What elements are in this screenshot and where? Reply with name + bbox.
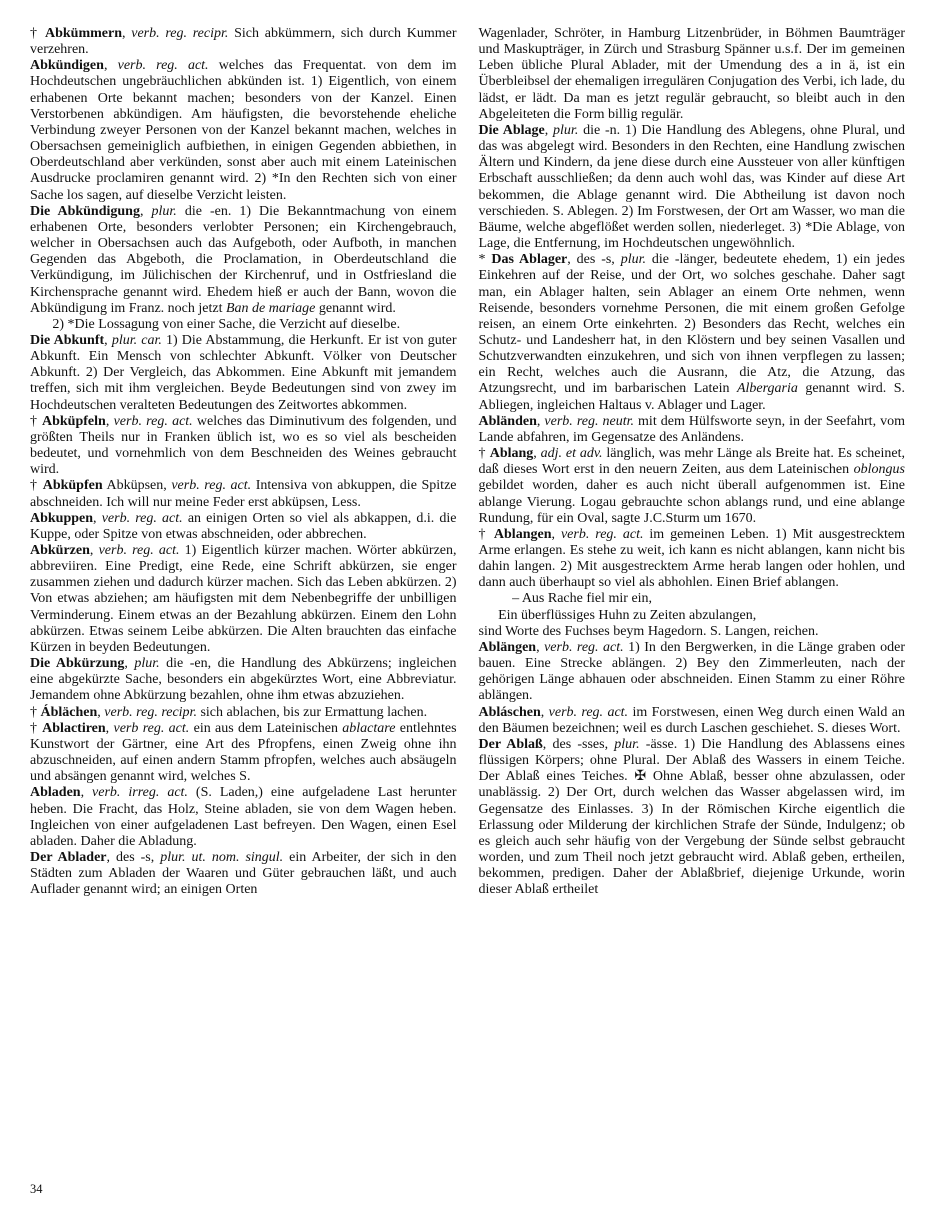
body-text: 2) *Die Lossagung von einer Sache, die Verzicht auf dieselbe.: [52, 316, 401, 332]
headword: Abkuppen: [30, 510, 94, 526]
body-text: 1) In den Bergwerken, in die Länge graben oder bauen. Eine Strecke ablängen. 2) Bey den Zimmerleuten, nach der gehörigen Länge abhauen oder abschneiden. Einen Stamm zu einer Röhre ablängen.: [478, 639, 906, 704]
headword: Ablang: [489, 446, 534, 462]
dictionary-entry: [479, 414, 906, 446]
dictionary-entry: [479, 737, 906, 899]
body-text: 1) Eigentlich kürzer machen. Wörter abkürzen, abbreviiren. Eine Predigt, eine Rede, eine Schrift abkürzen, sie enger zusammen ziehen und dadurch kürzer machen. Sich das Leben abkürzen. 2) Von etwas abziehen; am häufigsten mit dem Nebenbegriffe der unbilligen Verminderung. Einem etwas an der Bezahlung abkürzen. Einem den Lohn abkürzen. Etwas seinem Leibe abkürzen. Die Alten brauchten das einfache Kürzen in beyden Bedeutungen.: [30, 543, 457, 655]
body-text: , des -sses,: [542, 736, 615, 752]
body-text: †: [478, 446, 490, 462]
headword: Abkündigen: [30, 58, 104, 74]
body-text: †: [30, 478, 43, 494]
grammar-label: plur.: [614, 736, 640, 752]
body-text: ,: [105, 720, 114, 736]
body-text: Sich abkümmern, sich durch Kummer verzehren.: [30, 26, 457, 58]
body-text: , des -s,: [106, 849, 161, 865]
dictionary-entry: [479, 527, 906, 592]
body-text: die -n. 1) Die Handlung des Ablegens, ohne Plural, und das was abgelegt wird. Besonders in den Rechten, eine Handlung zwischen Ältern und Kindern, da jene diese durch eine Aussteuer von aller künftigen Erbschaft ausschließen; da denn auch wohl das, was Kinder auf diese Art bekommen, die Ablage genannt wird. Die Abtheilung ist davon noch verschieden. S. Ablegen. 2) Im Forstwesen, der Ort am Wasser, wo man die Bäume, welche abgeflößet werden sollen, niederleget. 3) *Die Ablage, von Lage, die Entfernung, im Hochdeutschen ungewöhnlich.: [478, 122, 905, 252]
grammar-label: verb. irreg. act.: [92, 785, 188, 801]
body-text: ein aus dem Lateinischen: [189, 720, 343, 736]
dictionary-entry: [30, 511, 457, 543]
body-text: Wagenlader, Schröter, in Hamburg Litzenbrüder, in Böhmen Baumträger und Maskupträger, in Zürch und Strasburg Spänner u.s.f. Der im gemeinen Leben übliche Plural Ablader, mit der Umendung des a in ä, ist ein Überbleibsel der ehemaligen irregulären Conjugation des Verbi, ich lade, du lädst, er lädt. Da man es jetzt regulär gebraucht, so bleibt auch in den Abgeleiteten die Form billig regulär.: [478, 26, 905, 122]
body-text: sind Worte des Fuchses beym Hagedorn. S. Langen, reichen.: [478, 623, 819, 639]
body-text: die -en, die Handlung des Abkürzens; ingleichen eine abgekürzte Sache, besonders ein abgekürztes Wort, eine Abbreviatur. Jemandem ohne Abkürzung bezahlen, ohne ihm etwas abzuziehen.: [30, 656, 457, 704]
body-text: die -länger, bedeutete ehedem, 1) ein jedes Einkehren auf der Reise, und der Ort, wo solches geschahe. Daher sagt man, ein Ablager halten, sein Ablager an einem Orte nehmen, wenn Reisende, besonders vornehme Personen, die mit einem großen Gefolge reisen, an einem Orte einkehrten. 2) Besonders das Recht, welches ein Schutz- und Landesherr hat, in den Klöstern und bey seinen Vasallen und Schutzverwandten einzukehren, und sich von ihnen verpflegen zu lassen; ein Recht, welches auch die Ausrann, die Atz, die Atzung, das Atzungsrecht, und im barbarischen Latein: [478, 252, 906, 397]
grammar-label: verb. reg. act.: [560, 526, 644, 542]
grammar-label: verb. reg. act.: [117, 58, 209, 74]
page-number: 34: [30, 1182, 43, 1196]
dictionary-entry: [30, 705, 457, 721]
body-text: die -en. 1) Die Bekanntmachung von einem erhabenen Orte, besonders verlobter Personen; ein Kirchengebrauch, welcher in Obersachsen auch das Aufgeboth, oder Aufboth, in manchen Gegenden das Abgeboth, die Proclamation, in Oberdeutschland die Verkündigung, im Jülichischen der Kirchenruf, und in Ostfriesland die Kirchensprache genannt wird. Ehedem hieß er auch der Bann, wovon die Abkündigung im Franz. noch jetzt: [30, 203, 457, 316]
body-text: Abküpsen,: [102, 478, 172, 494]
body-text: ein Arbeiter, der sich in den Städten zum Abladen der Waaren und Güter gebrauchen läßt, und auch Auflader genannt wird; an einigen Orten: [30, 849, 457, 898]
dictionary-entry: [30, 26, 457, 58]
body-text: welches das Diminutivum des folgenden, und größten Theils nur in Franken üblich ist, wo es so viel als bescheiden bedeutet, und vornehmlich von dem Beschneiden des Weines gebraucht wird.: [30, 413, 457, 478]
body-text: ,: [544, 122, 554, 138]
body-text: ,: [122, 26, 132, 41]
body-text: – Aus Rache fiel mir ein,: [512, 591, 653, 607]
body-text: ,: [533, 446, 541, 462]
dictionary-entry: [30, 478, 457, 510]
grammar-label: Albergaria: [736, 381, 798, 397]
headword: Abláschen: [478, 704, 541, 720]
dictionary-entry: [30, 333, 457, 414]
grammar-label: plur.: [134, 656, 160, 672]
headword: Ablactiren: [42, 720, 106, 736]
dictionary-entry: [479, 705, 906, 737]
body-text: ,: [139, 203, 152, 219]
body-text: ,: [536, 413, 545, 429]
paragraph: [498, 608, 905, 624]
dictionary-entry: [30, 58, 457, 203]
body-text: (S. Laden,) eine aufgeladene Last herunter heben. Die Fracht, das Holz, Steine abladen, sie von dem Wagen heben. Ingleichen von einer aufgeladenen Last befreyen. Den Wagen, einen Esel abladen. Daher die Abladung.: [30, 785, 457, 849]
body-text: an einigen Orten so viel als abkappen, d.i. die Kuppe, oder Spitze von etwas abschneiden, oder abbrechen.: [30, 510, 457, 542]
dictionary-entry: [479, 26, 906, 123]
headword: Die Ablage: [478, 122, 545, 138]
dictionary-entry: [30, 850, 457, 898]
dictionary-entry: [479, 446, 906, 527]
paragraph: [512, 591, 905, 607]
body-text: mit dem Hülfsworte seyn, in der Seefahrt, vom Lande abfahren, im Gegensatze des Anländens.: [478, 413, 906, 445]
body-text: ,: [104, 332, 112, 348]
grammar-label: verb. reg. act.: [548, 704, 629, 720]
body-text: ,: [97, 704, 105, 720]
dictionary-entry: [30, 414, 457, 479]
body-text: *: [478, 252, 492, 268]
headword: Abküpfeln: [42, 413, 106, 429]
body-text: ,: [103, 58, 118, 74]
dictionary-entry: [30, 721, 457, 786]
grammar-label: verb. reg. act.: [171, 478, 252, 494]
dictionary-entry: [479, 624, 906, 640]
headword: Ablängen: [478, 639, 537, 655]
grammar-label: Ban de mariage: [225, 300, 316, 316]
body-text: 1) Die Abstammung, die Herkunft. Er ist von guter Abkunft. Ein Mensch von schlechter Abkunft. Völker von Deutscher Abkunft. 2) Der Vergleich, das Abkommen. Eine Abkunft mit jemandem treffen, sich mit ihm vergleichen. Beyde Bedeutungen sind von zwey im Hochdeutschen veralteten Bedeutungen des Zeitwortes abkommen.: [30, 332, 457, 413]
headword: Das Ablager: [491, 252, 568, 268]
grammar-label: verb. reg. act.: [544, 639, 624, 655]
headword: Abkürzen: [30, 543, 90, 558]
dictionary-entry: [30, 785, 457, 850]
grammar-label: adj. et adv.: [540, 446, 603, 462]
grammar-label: verb. reg. act.: [98, 543, 180, 558]
body-text: im Forstwesen, einen Weg durch einen Wald an den Bäumen bezeichnen; weil es durch Laschen geschiehet. S. dieses Wort.: [478, 704, 906, 736]
body-text: ,: [80, 785, 93, 801]
paragraph: [30, 317, 457, 333]
dictionary-entry: [30, 543, 457, 656]
body-text: -ässe. 1) Die Handlung des Ablassens eines flüssigen Körpers; ohne Plural. Der Ablaß des Wassers in einem Teiche. Der Ablaß eines Teiches. ✠ Ohne Ablaß, besser ohne abzulassen, oder unablässig. 2) Der Ort, durch welchen das Wasser abgelassen wird, im Gegensatze des Einlasses. 3) In der Römischen Kirche eigentlich die Erlassung oder Milderung der kirchlichen Strafe der Sünde, Indulgenz; ob es gleich auch sehr häufig von der Vergebung der Sünde selbst gebraucht worden, und zum Theil noch jetzt gebraucht wird. Ablaß geben, ertheilen, bekommen, predigen. Daher der Ablaßbrief, diejenige Urkunde, worin dieser Ablaß ertheilet: [478, 736, 905, 898]
headword: Die Abkürzung: [30, 656, 125, 672]
grammar-label: plur.: [151, 203, 177, 219]
body-text: ,: [93, 510, 102, 526]
grammar-label: verb reg. act.: [113, 720, 190, 736]
grammar-label: verb. reg. neutr.: [544, 413, 634, 429]
body-text: †: [30, 413, 42, 429]
grammar-label: verb. reg. act.: [113, 413, 193, 429]
grammar-label: plur.: [553, 122, 579, 138]
body-text: †: [478, 526, 494, 542]
grammar-label: ablactare: [342, 720, 396, 736]
body-text: entlehntes Kunstwort der Gärtner, eine Art des Pfropfens, einen Zweig ohne ihn abzuschneiden, auf einen andern Stamm pfropfen, welches auch absäugeln und absängen genannt wird, welches S.: [30, 720, 457, 785]
dictionary-entry: [479, 252, 906, 414]
grammar-label: plur. ut. nom. singul.: [160, 849, 284, 865]
headword: Abkümmern: [44, 26, 122, 41]
body-text: ,: [89, 543, 99, 558]
body-text: genannt wird.: [315, 300, 396, 316]
dictionary-entry: [479, 640, 906, 705]
body-text: ,: [551, 526, 561, 542]
left-column: [30, 26, 457, 898]
dictionary-entry: [30, 204, 457, 317]
grammar-label: oblongus: [853, 462, 905, 478]
grammar-label: plur.: [620, 252, 646, 268]
body-text: genannt wird. S. Abliegen, ingleichen Haltaus v. Ablager und Lager.: [478, 381, 905, 413]
grammar-label: verb. reg. recipr.: [104, 704, 197, 720]
headword: Abladen: [30, 785, 81, 801]
body-text: länglich, was mehr Länge als Breite hat. Es scheinet, daß dieses Wort erst in den neuern Zeiten, aus dem Lateinischen: [478, 446, 906, 478]
body-text: Ein überflüssiges Huhn zu Zeiten abzulangen,: [498, 607, 757, 623]
body-text: †: [30, 26, 45, 41]
body-text: im gemeinen Leben. 1) Mit ausgestrecktem Arme erlangen. Es stehe zu weit, ich kann es nicht ablangen, kann nicht bis dahin langen. 2) Mit ausgestrecktem Arme herab langen oder hohlen, und dann auch überhaupt so viel als abhohlen. Einen Brief ablangen.: [478, 526, 906, 591]
headword: Der Ablaß: [478, 736, 543, 752]
grammar-label: verb. reg. recipr.: [131, 26, 229, 41]
headword: Die Abkunft: [30, 332, 105, 348]
body-text: ,: [124, 656, 135, 672]
headword: Die Abkündigung: [30, 203, 140, 219]
body-text: Intensiva von abkuppen, die Spitze abschneiden. Ich will nur meine Feder erst abküpsen, Less.: [30, 478, 457, 510]
right-column: [479, 26, 906, 898]
headword: Abländen: [478, 413, 537, 429]
body-text: welches das Frequentat. von dem im Hochdeutschen ungebräuchlichen abkünden ist. 1) Eigentlich, von einem erhabenen Orte bekannt machen; besonders von der Kanzel. Einen Verstorbenen abkündigen. Am häufigsten, die bevorstehende eheliche Verbindung zweyer Personen von der Kanzel bekannt machen, welches in Obersachsen gemeiniglich aufbiethen, in einigen Gegenden abbiethen, in Oberdeutschland aber verkünden, sonst aber auch mit einem Lateinischen Ausdrucke proclamiren genannt wird. 2) *In den Rechten sich von einer Sache los sagen, auf dieselbe Verzicht leisten.: [30, 58, 457, 203]
dictionary-entry: [30, 656, 457, 704]
body-text: gebildet worden, daher es auch nicht überall aufgenommen ist. Eine ablange Vierung. Logau gebrauchte schon ablangs rund, und eine ablange Rundung, für ein Oval, sagte J.C.Sturm um 1670.: [478, 478, 905, 526]
dictionary-entry: [479, 123, 906, 252]
body-text: ,: [105, 413, 114, 429]
headword: Abküpfen: [42, 478, 103, 494]
headword: Áblächen: [40, 704, 98, 720]
body-text: ,: [536, 639, 545, 655]
body-text: †: [30, 704, 41, 720]
grammar-label: verb. reg. act.: [101, 510, 183, 526]
body-text: †: [30, 720, 43, 736]
body-text: ,: [540, 704, 549, 720]
body-text: , des -s,: [567, 252, 621, 268]
body-text: sich ablachen, bis zur Ermattung lachen.: [196, 704, 428, 720]
headword: Der Ablader: [30, 849, 107, 865]
grammar-label: plur. car.: [111, 332, 162, 348]
headword: Ablangen: [493, 526, 552, 542]
